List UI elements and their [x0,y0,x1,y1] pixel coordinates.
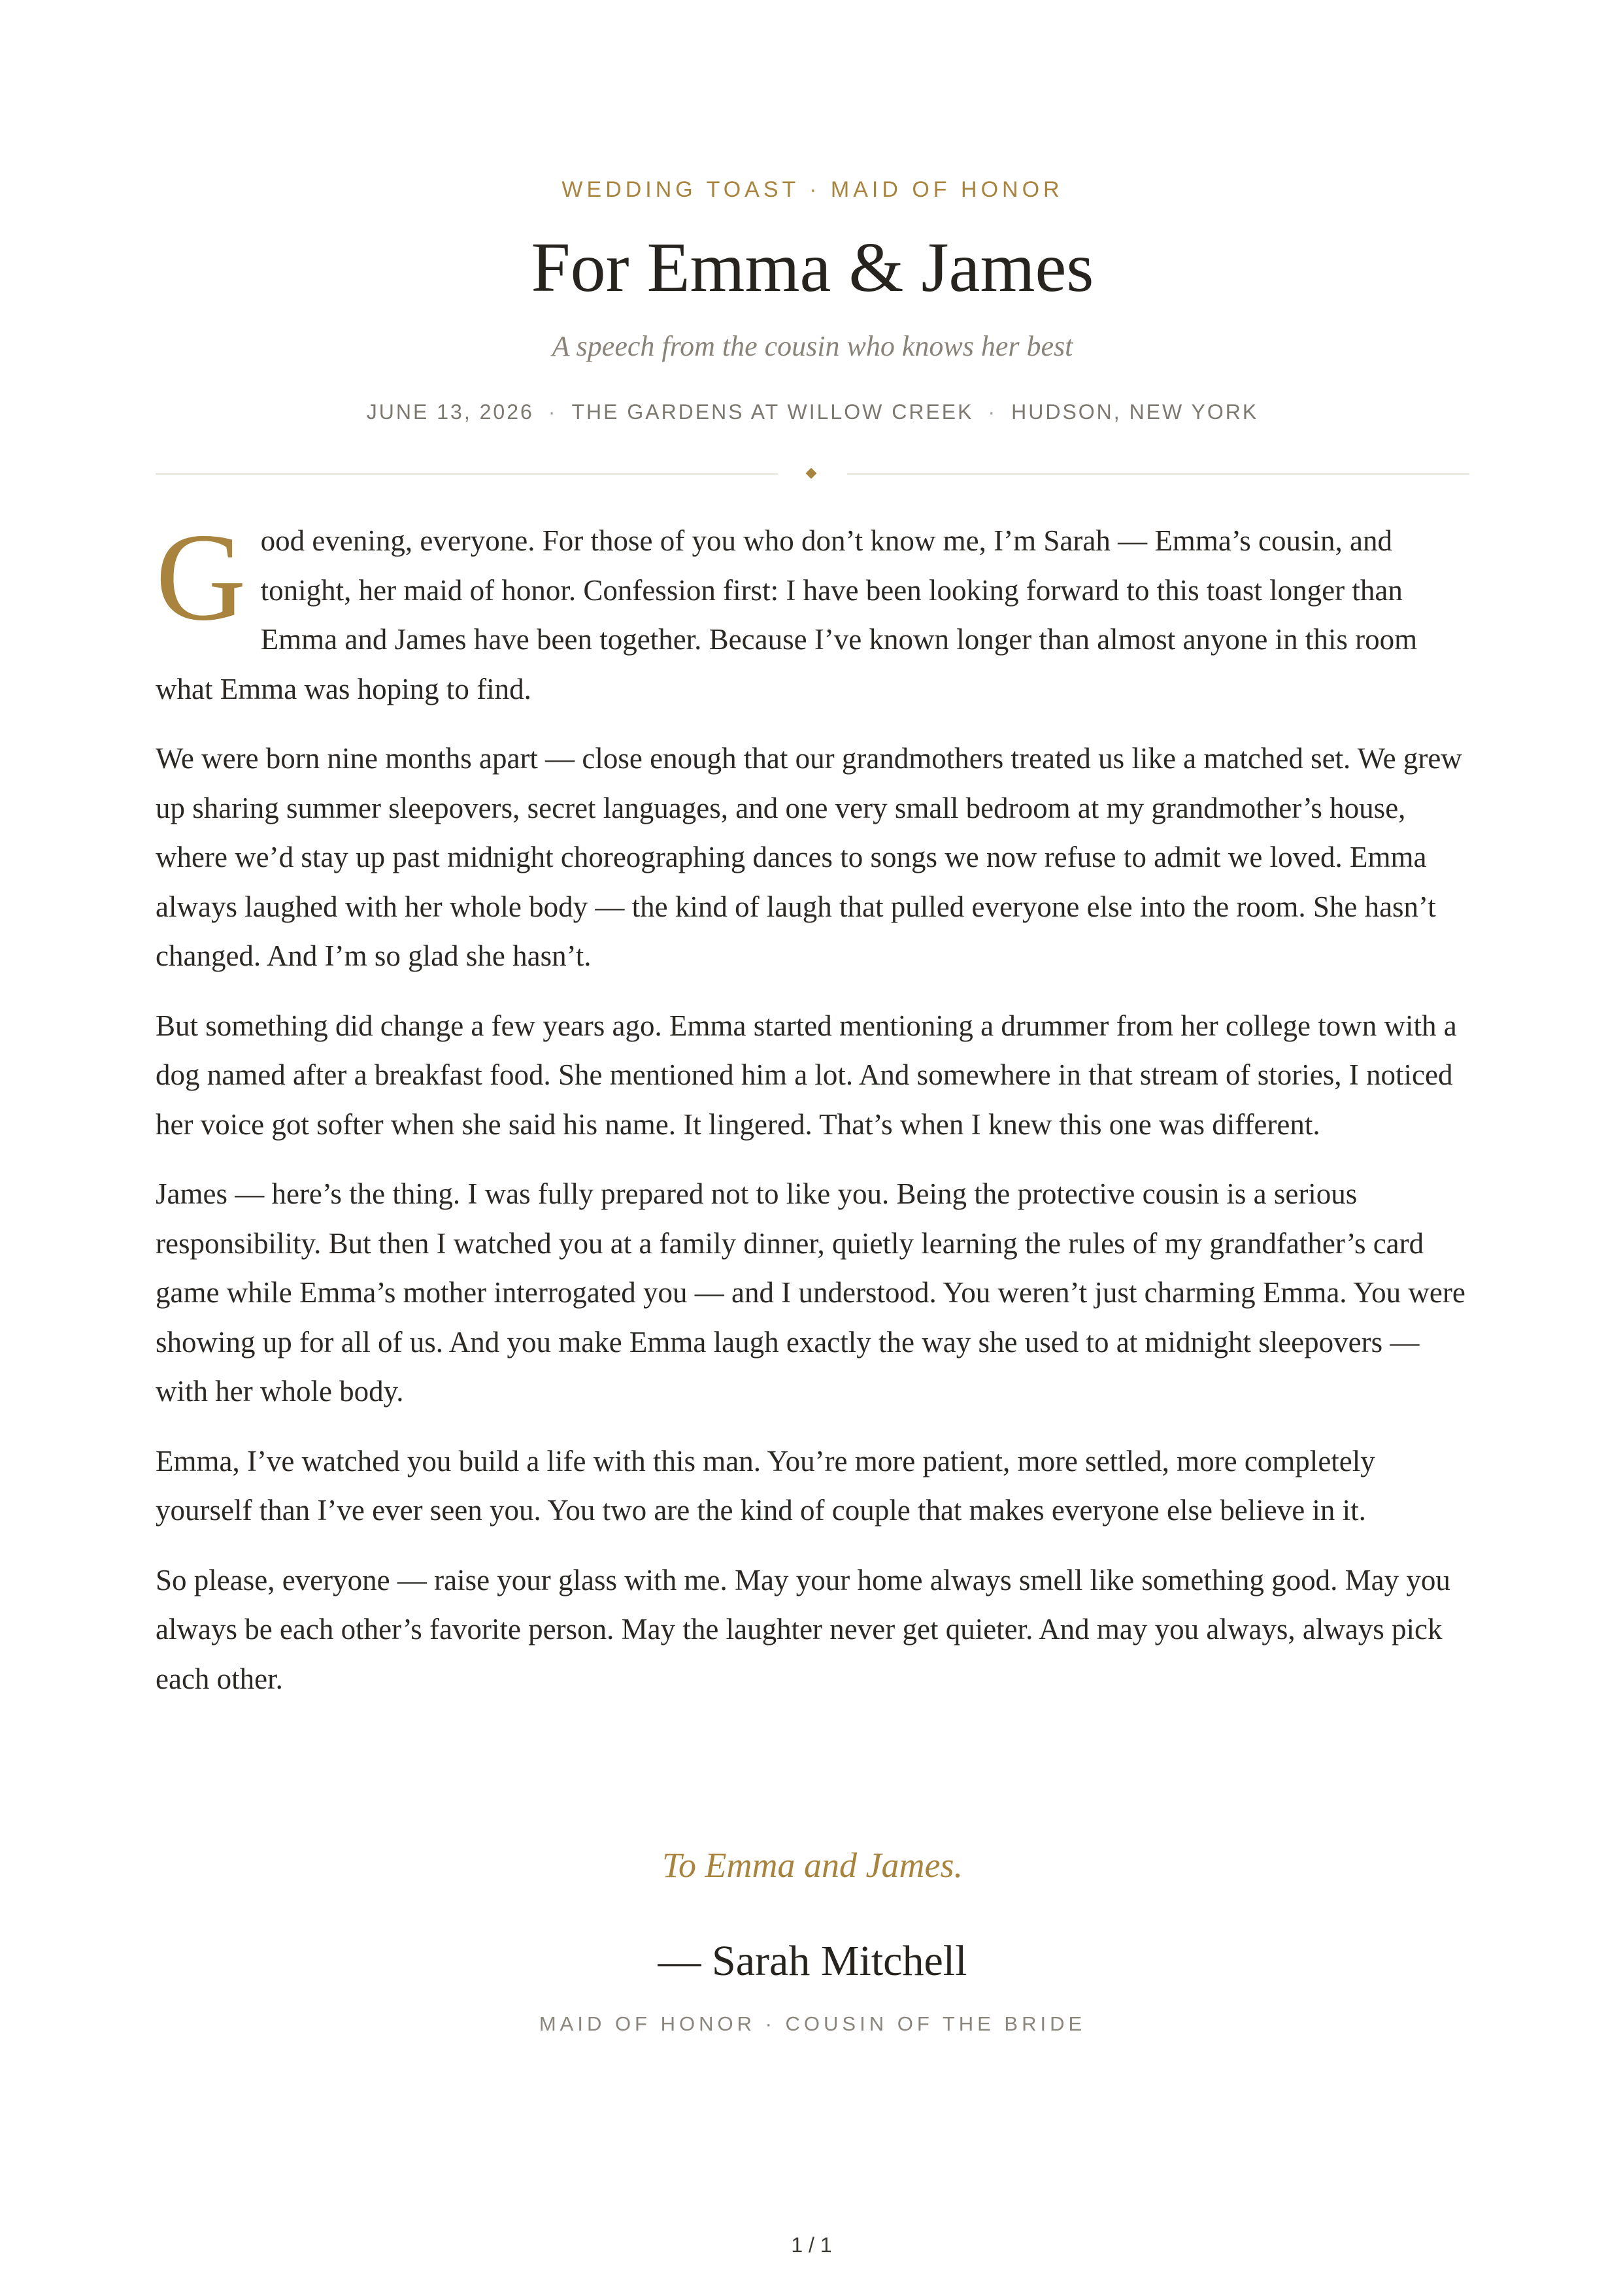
drop-cap: G [156,507,246,647]
speech-body [156,507,1469,1724]
signature-name: — Sarah Mitchell [658,1937,967,1985]
diamond-ornament-icon [806,468,817,479]
eyebrow-label: WEDDING TOAST · MAID OF HONOR [561,177,1063,202]
event-location: HUDSON, NEW YORK [1011,400,1259,424]
speech-paragraph: So please, everyone — raise your glass with me. May your home always smell like something good. May you always be each other’s favorite person. May the laughter never get quieter. And may you always, always pick each other. [156,1563,1450,1695]
meta-separator: · [548,400,558,424]
speech-paragraph: We were born nine months apart — close enough that our grandmothers treated us like a matched set. We grew up sharing summer sleepovers, secret languages, and one very small bedroom at my grandmother’s house, where we’d stay up past midnight choreographing dances to songs we now refuse to admit we loved. Emma always laughed with her whole body — the kind of laugh that pulled everyone else into the room. She hasn’t changed. And I’m so glad she hasn’t. [156,742,1462,972]
page-number: 1 / 1 [791,2233,832,2257]
speech-paragraph [156,507,1469,714]
divider-right [847,473,1469,475]
speech-paragraph: James — here’s the thing. I was fully prepared not to like you. Being the protective cousin is a serious responsibility. But then I watched you at a family dinner, quietly learning the rules of my grandfather’s card game while Emma’s mother interrogated you — and I understood. You weren’t just charming Emma. You were showing up for all of us. And you make Emma laugh exactly the way she used to at midnight sleepovers — with her whole body. [156,1177,1465,1408]
event-date: JUNE 13, 2026 [366,400,534,424]
divider-left [156,473,778,475]
paragraph-text: ood evening, everyone. For those of you who don’t know me, I’m Sarah — Emma’s cousin, and tonight, her maid of honor. Confession first: I have been looking forward to this toast longer than Emma and James have been together. Because I’ve known longer than almost anyone in this room what Emma was hoping to find. [156,524,1418,705]
speech-paragraph: But something did change a few years ago. Emma started mentioning a drummer from her college town with a dog named after a breakfast food. She mentioned him a lot. And somewhere in that stream of stories, I noticed her voice got softer when she said his name. It lingered. That’s when I knew this one was different. [156,1009,1457,1141]
signature-role: MAID OF HONOR · COUSIN OF THE BRIDE [539,2012,1086,2035]
meta-separator: · [988,400,997,424]
page-subtitle: A speech from the cousin who knows her best [552,330,1073,362]
speech-paragraph: Emma, I’ve watched you build a life with this man. You’re more patient, more settled, more completely yourself than I’ve ever seen you. You two are the kind of couple that makes everyone else believe in it. [156,1444,1375,1527]
toast-closing-line: To Emma and James. [661,1846,963,1885]
page-title: For Emma & James [531,229,1094,307]
event-venue: THE GARDENS AT WILLOW CREEK [571,400,974,424]
event-meta [156,397,1469,426]
